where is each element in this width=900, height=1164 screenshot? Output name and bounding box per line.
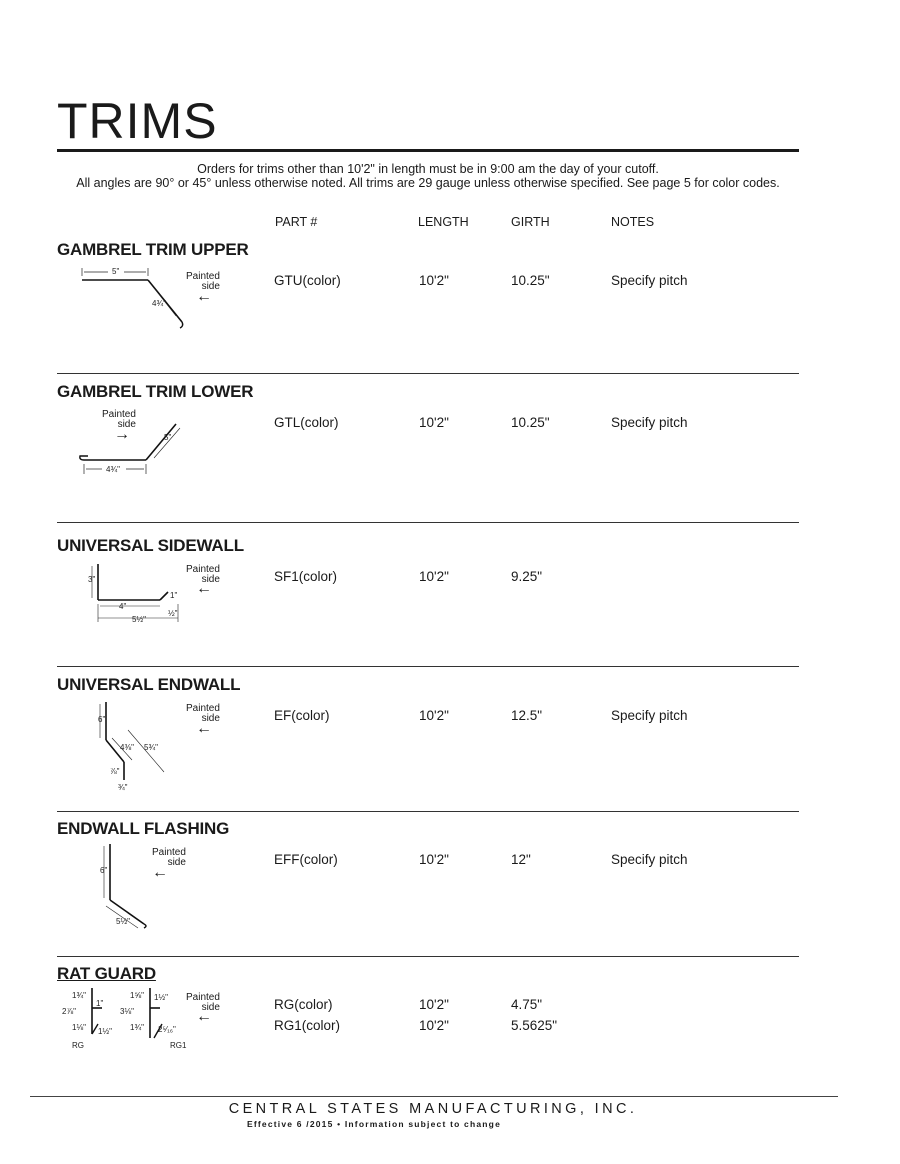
- part-number: SF1(color): [274, 569, 338, 584]
- dim-label: 1¾": [72, 991, 86, 1000]
- girth-value: 10.25": [511, 273, 550, 288]
- dim-label: 5½": [132, 615, 146, 624]
- arrow-left-icon: ←: [196, 580, 212, 597]
- column-header-part: PART #: [275, 215, 318, 229]
- dim-label: 6": [100, 866, 108, 875]
- dim-label: 3⅛": [120, 1007, 134, 1016]
- arrow-left-icon: ←: [152, 864, 168, 881]
- painted-side-label: Painted side: [152, 847, 186, 868]
- painted-side-label: Painted side: [186, 992, 220, 1013]
- arrow-left-icon: ←: [196, 1008, 212, 1025]
- section-divider: [57, 522, 799, 523]
- length-value: 10'2": [419, 997, 449, 1012]
- dim-label: 1½": [154, 993, 168, 1002]
- dim-label: 1⅝": [130, 991, 144, 1000]
- universal-sidewall-diagram: [86, 560, 186, 626]
- arrow-left-icon: ←: [196, 720, 212, 737]
- dim-label: RG: [72, 1041, 84, 1050]
- footer-rule-left: [30, 1096, 98, 1097]
- dim-label: 5¾": [144, 743, 158, 752]
- dim-label: 1": [170, 591, 178, 600]
- dim-label: 1⅛": [72, 1023, 86, 1032]
- length-value: 10'2": [419, 1018, 449, 1033]
- girth-value: 5.5625": [511, 1018, 558, 1033]
- dim-label: 1½": [98, 1027, 112, 1036]
- title-rule: [57, 149, 799, 152]
- dim-label: 4": [119, 602, 127, 611]
- arrow-right-icon: →: [114, 426, 130, 443]
- column-header-length: LENGTH: [418, 215, 469, 229]
- girth-value: 10.25": [511, 415, 550, 430]
- length-value: 10'2": [419, 708, 449, 723]
- girth-value: 4.75": [511, 997, 543, 1012]
- section-title-endwall-flashing: ENDWALL FLASHING: [57, 819, 230, 838]
- section-title-gambrel-upper: GAMBREL TRIM UPPER: [57, 240, 249, 259]
- painted-side-label: Painted side: [186, 703, 220, 724]
- dim-label: 4¾": [152, 299, 166, 308]
- arrow-left-icon: ←: [196, 288, 212, 305]
- dim-label: 1": [96, 999, 104, 1008]
- painted-side-label: Painted side: [186, 564, 220, 585]
- section-divider: [57, 811, 799, 812]
- girth-value: 9.25": [511, 569, 543, 584]
- length-value: 10'2": [419, 852, 449, 867]
- dim-label: 5½": [116, 917, 130, 926]
- length-value: 10'2": [419, 569, 449, 584]
- section-title-universal-sidewall: UNIVERSAL SIDEWALL: [57, 536, 244, 555]
- column-header-notes: NOTES: [611, 215, 655, 229]
- notes-value: Specify pitch: [611, 273, 688, 288]
- dim-label: 5": [164, 433, 172, 442]
- section-divider: [57, 666, 799, 667]
- dim-label: ¾": [118, 783, 128, 792]
- dim-label: ⅞": [110, 767, 120, 776]
- part-number: RG(color): [274, 997, 333, 1012]
- dim-label: ½": [168, 609, 178, 618]
- dim-label: 6": [98, 715, 106, 724]
- notes-value: Specify pitch: [611, 852, 688, 867]
- girth-value: 12": [511, 852, 531, 867]
- rat-guard-rg1-diagram: [120, 984, 190, 1054]
- footer-rule: [98, 1096, 838, 1097]
- painted-side-label: Painted side: [102, 409, 136, 430]
- part-number: RG1(color): [274, 1018, 341, 1033]
- part-number: EF(color): [274, 708, 330, 723]
- dim-label: 5": [112, 267, 120, 276]
- dim-label: RG1: [170, 1041, 187, 1050]
- notes-value: Specify pitch: [611, 415, 688, 430]
- notice-line-2: All angles are 90° or 45° unless otherwise noted. All trims are 29 gauge unless otherwise specified. See page 5 for color codes.: [76, 176, 780, 190]
- painted-side-label: Painted side: [186, 271, 220, 292]
- rat-guard-rg-diagram: [58, 984, 118, 1054]
- part-number: GTL(color): [274, 415, 339, 430]
- gambrel-lower-diagram: [76, 420, 186, 480]
- section-title-gambrel-lower: GAMBREL TRIM LOWER: [57, 382, 254, 401]
- footer-note: Effective 6 /2015 • Information subject to change: [246, 1119, 502, 1129]
- section-title-universal-endwall: UNIVERSAL ENDWALL: [57, 675, 241, 694]
- part-number: EFF(color): [274, 852, 338, 867]
- section-divider: [57, 373, 799, 374]
- page-title: TRIMS: [57, 93, 218, 149]
- gambrel-upper-diagram: [78, 262, 188, 332]
- section-divider: [57, 956, 799, 957]
- part-number: GTU(color): [274, 273, 341, 288]
- column-header-girth: GIRTH: [511, 215, 550, 229]
- footer-company: CENTRAL STATES MANUFACTURING, INC.: [228, 1101, 638, 1117]
- universal-endwall-diagram: [92, 700, 192, 795]
- dim-label: 1¾": [130, 1023, 144, 1032]
- dim-label: 4⅜": [120, 743, 134, 752]
- length-value: 10'2": [419, 415, 449, 430]
- section-title-rat-guard: RAT GUARD: [57, 964, 156, 983]
- girth-value: 12.5": [511, 708, 543, 723]
- notice-line-1: Orders for trims other than 10'2" in length must be in 9:00 am the day of your cutoff.: [197, 162, 659, 176]
- dim-label: 3": [88, 575, 96, 584]
- length-value: 10'2": [419, 273, 449, 288]
- dim-label: 2⁵⁄₁₆": [158, 1025, 176, 1034]
- dim-label: 4¾": [106, 465, 120, 474]
- dim-label: 2⅞": [62, 1007, 76, 1016]
- notes-value: Specify pitch: [611, 708, 688, 723]
